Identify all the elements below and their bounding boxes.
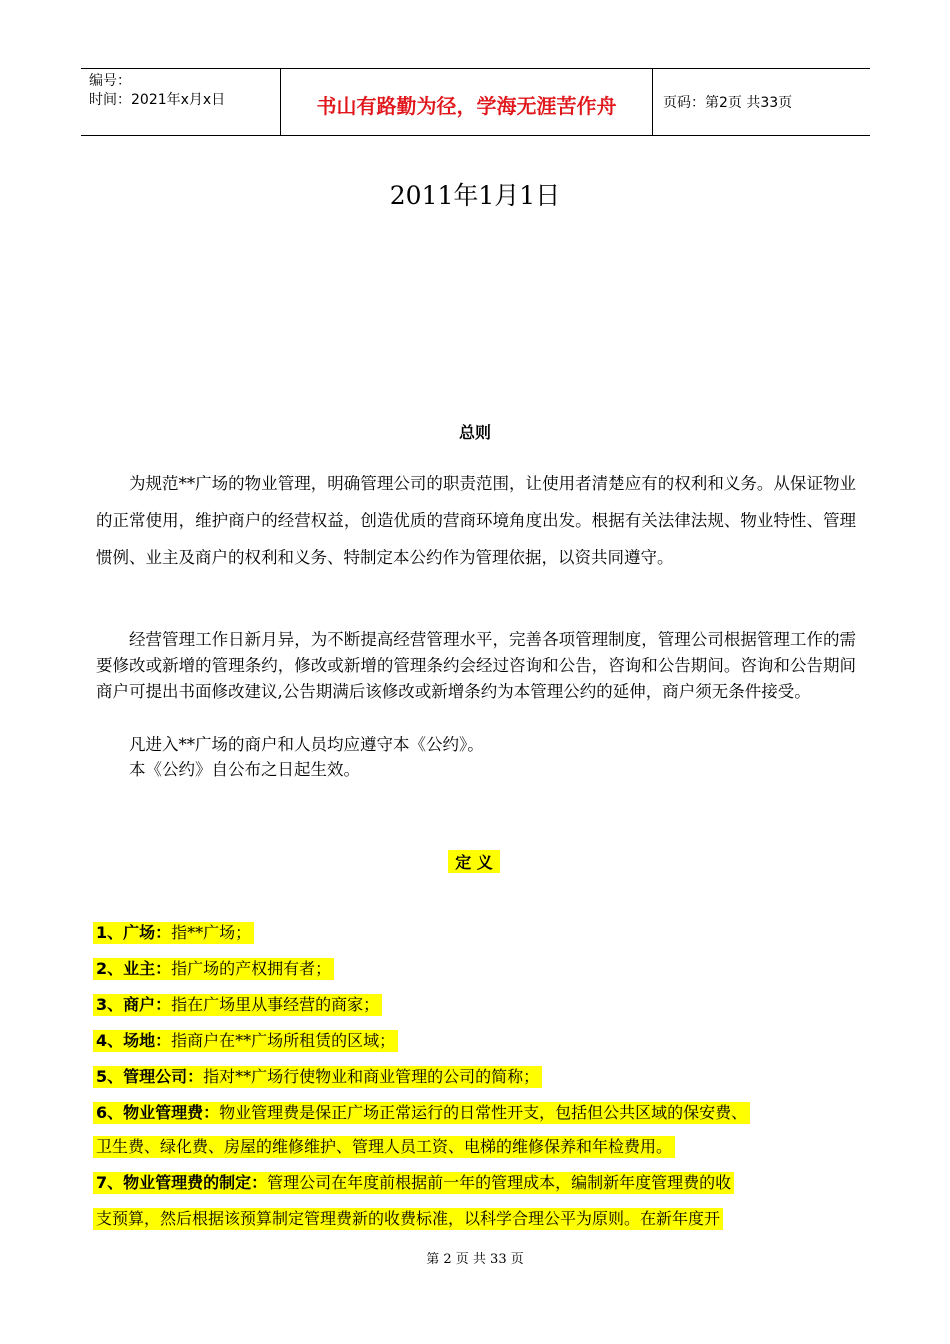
definition-item bbox=[93, 1172, 734, 1194]
page-header bbox=[81, 68, 870, 136]
definition-text: 指广场的产权拥有者； bbox=[171, 959, 332, 978]
header-motto: 书山有路勤为径，学海无涯苦作舟 bbox=[281, 69, 653, 135]
header-meta bbox=[81, 69, 281, 135]
definition-item bbox=[93, 1030, 398, 1052]
header-page-info: 页码：第2页 共33页 bbox=[663, 95, 793, 111]
general-line-2: 本《公约》自公布之日起生效。 bbox=[129, 760, 360, 779]
definitions-title: 定 义 bbox=[448, 850, 500, 873]
definition-item bbox=[93, 994, 382, 1016]
definition-text: 指对**广场行使物业和商业管理的公司的简称； bbox=[203, 1067, 540, 1086]
definition-term: 6、物业管理费： bbox=[96, 1103, 220, 1122]
general-para-1: 为规范**广场的物业管理，明确管理公司的职责范围，让使用者清楚应有的权利和义务。从保证物业的正常使用，维护商户的经营权益，创造优质的营商环境角度出发。根据有关法律法规、物业特性、管理惯例、业主及商户的权利和义务、特制定本公约作为管理依据，以资共同遵守。 bbox=[96, 474, 856, 567]
general-para-2: 经营管理工作日新月异，为不断提高经营管理水平，完善各项管理制度，管理公司根据管理工作的需要修改或新增的管理条约，修改或新增的管理条约会经过咨询和公告，咨询和公告期间。咨询和公告期间商户可提出书面修改建议,公告期满后该修改或新增条约为本管理公约的延伸，商户须无条件接受。 bbox=[96, 630, 856, 701]
definition-term: 3、商户： bbox=[96, 995, 172, 1014]
definition-continuation: 支预算，然后根据该预算制定管理费新的收费标准，以科学合理公平为原则。在新年度开 bbox=[93, 1208, 723, 1230]
document-date: 2011年1月1日 bbox=[389, 181, 561, 210]
definition-term: 7、物业管理费的制定： bbox=[96, 1173, 268, 1192]
definition-text: 指**广场； bbox=[171, 923, 252, 942]
definition-item bbox=[93, 958, 334, 980]
definition-text: 物业管理费是保正广场正常运行的日常性开支，包括但公共区域的保安费、 bbox=[219, 1103, 748, 1122]
definition-item bbox=[93, 922, 254, 944]
definition-text: 指在广场里从事经营的商家； bbox=[171, 995, 380, 1014]
code-label: 编号： bbox=[89, 73, 131, 89]
definition-term: 1、广场： bbox=[96, 923, 172, 942]
definition-term: 4、场地： bbox=[96, 1031, 172, 1050]
definition-continuation: 卫生费、绿化费、房屋的维修维护、管理人员工资、电梯的维修保养和年检费用。 bbox=[93, 1136, 675, 1158]
page-footer: 第 2 页 共 33 页 bbox=[426, 1252, 524, 1267]
general-title: 总则 bbox=[458, 423, 491, 442]
definition-term: 5、管理公司： bbox=[96, 1067, 204, 1086]
definition-term: 2、业主： bbox=[96, 959, 172, 978]
time-label: 时间：2021年x月x日 bbox=[89, 92, 226, 108]
definition-text: 管理公司在年度前根据前一年的管理成本，编制新年度管理费的收 bbox=[267, 1173, 732, 1192]
definition-text: 指商户在**广场所租赁的区域； bbox=[171, 1031, 396, 1050]
definition-item bbox=[93, 1102, 750, 1124]
general-line-1: 凡进入**广场的商户和人员均应遵守本《公约》。 bbox=[129, 735, 484, 754]
definition-item bbox=[93, 1066, 542, 1088]
